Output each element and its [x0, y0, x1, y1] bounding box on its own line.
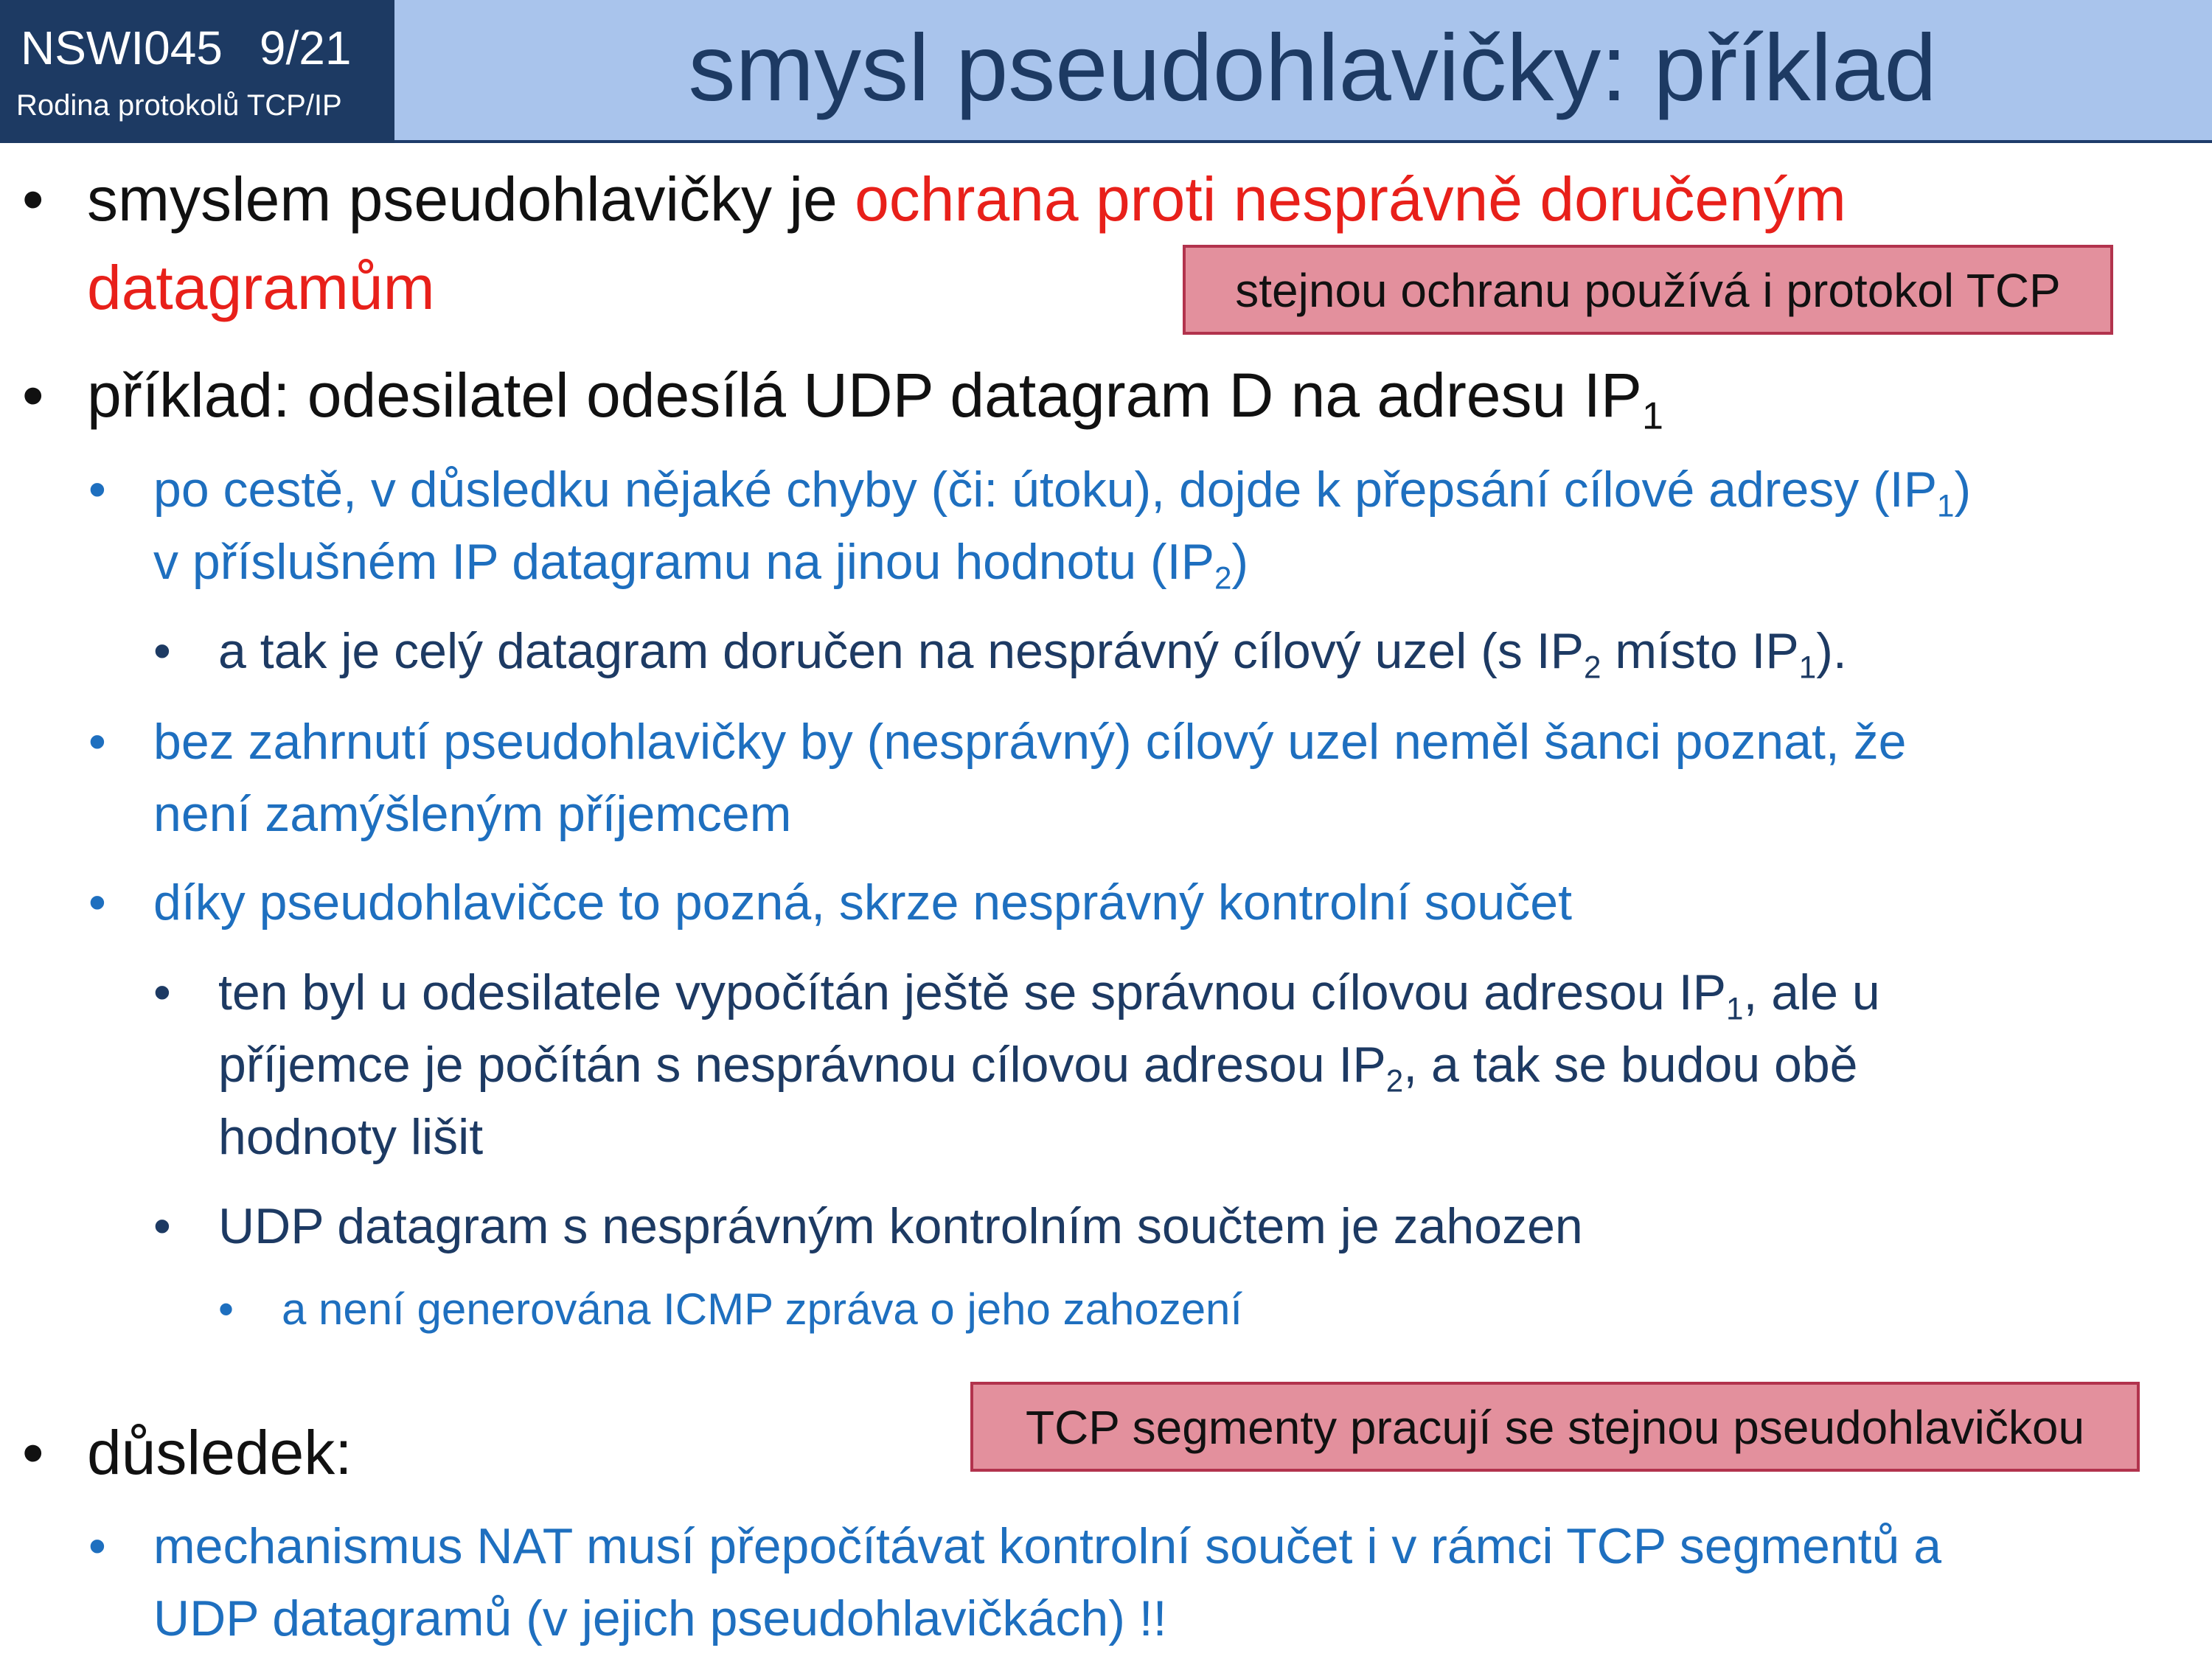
bullet-icon: • — [88, 462, 106, 518]
bullet-2-2-line-2: není zamýšleným příjemcem — [153, 786, 792, 842]
page-number: 9/21 — [259, 21, 352, 74]
bullet-2-1-end: ) — [1954, 462, 1972, 518]
bullet-icon: • — [88, 874, 106, 931]
course-code-text: NSWI045 — [21, 21, 223, 74]
subscript: 2 — [1584, 650, 1601, 685]
subscript: 1 — [1798, 650, 1817, 685]
bullet-2-sub: 1 — [1641, 394, 1663, 438]
bullet-2-3-1-end-1: , ale u — [1743, 964, 1880, 1020]
bullet-2-3-1-end-2: , a tak se budou obě — [1403, 1037, 1858, 1093]
bullet-2-1-text-2: v příslušném IP datagramu na jinou hodnotu (IP — [153, 534, 1214, 590]
bullet-2-3-1-text-2: příjemce je počítán s nesprávnou cílovou adresou IP — [218, 1037, 1386, 1093]
bullet-2-1-line-2 — [153, 526, 1248, 598]
bullet-1-line-2: datagramům — [87, 253, 435, 322]
bullet-icon: • — [153, 964, 171, 1020]
slide-title: smysl pseudohlavičky: příklad — [688, 15, 1937, 121]
bullet-2-1-line-1 — [153, 453, 1971, 526]
bullet-icon: • — [153, 623, 171, 679]
bullet-1-highlight: ochrana proti nesprávně doručeným — [855, 164, 1846, 234]
bullet-icon: • — [88, 1518, 106, 1574]
bullet-2-3-2: UDP datagram s nesprávným kontrolním součtem je zahozen — [218, 1198, 1583, 1254]
bullet-2 — [87, 351, 1663, 439]
bullet-2-1-1-text-1: a tak je celý datagram doručen na nesprávný cílový uzel (s IP — [218, 623, 1585, 679]
subscript: 1 — [1937, 488, 1955, 524]
bullet-2-3-1-line-2 — [218, 1029, 1858, 1101]
note-tcp-same-protection: stejnou ochranu používá i protokol TCP — [1183, 245, 2113, 335]
subscript: 2 — [1214, 560, 1232, 596]
bullet-icon: • — [22, 1418, 44, 1487]
bullet-2-1-1-text-2: místo IP — [1601, 623, 1799, 679]
bullet-2-3-1-text-1: ten byl u odesilatele vypočítán ještě se správnou cílovou adresou IP — [218, 964, 1727, 1020]
bullet-2-1-1 — [218, 615, 1847, 687]
bullet-2-2-line-1: bez zahrnutí pseudohlavičky by (nesprávný) cílový uzel neměl šanci poznat, že — [153, 714, 1907, 770]
bullet-3-1-line-2: UDP datagramů (v jejich pseudohlavičkách) !! — [153, 1590, 1167, 1646]
bullet-icon: • — [22, 361, 44, 430]
subscript: 1 — [1726, 991, 1744, 1026]
bullet-3-1-line-1: mechanismus NAT musí přepočítávat kontrolní součet i v rámci TCP segmentů a — [153, 1518, 1942, 1574]
course-label-box — [0, 0, 394, 143]
note-tcp-segments: TCP segmenty pracují se stejnou pseudohlavičkou — [970, 1382, 2140, 1472]
bullet-icon: • — [218, 1284, 234, 1334]
bullet-2-1-end-2: ) — [1231, 534, 1249, 590]
bullet-icon: • — [153, 1198, 171, 1254]
bullet-2-3-1-line-3: hodnoty lišit — [218, 1109, 484, 1165]
bullet-2-3-1-line-1 — [218, 956, 1880, 1029]
bullet-2-text: příklad: odesilatel odesílá UDP datagram D na adresu IP — [87, 361, 1642, 430]
bullet-2-3-2-1: a není generována ICMP zpráva o jeho zahození — [282, 1284, 1243, 1334]
course-subtitle: Rodina protokolů TCP/IP — [16, 89, 342, 122]
bullet-1-prefix: smyslem pseudohlavičky je — [87, 164, 855, 234]
bullet-icon: • — [88, 714, 106, 770]
bullet-icon: • — [22, 164, 44, 234]
bullet-3: důsledek: — [87, 1418, 352, 1487]
bullet-2-3: díky pseudohlavičce to pozná, skrze nesprávný kontrolní součet — [153, 874, 1572, 931]
subscript: 2 — [1385, 1063, 1404, 1099]
bullet-2-1-text: po cestě, v důsledku nějaké chyby (či: útoku), dojde k přepsání cílové adresy (IP — [153, 462, 1938, 518]
bullet-1-line-1 — [87, 155, 1846, 243]
course-code — [21, 19, 351, 77]
bullet-2-1-1-text-3: ). — [1816, 623, 1847, 679]
